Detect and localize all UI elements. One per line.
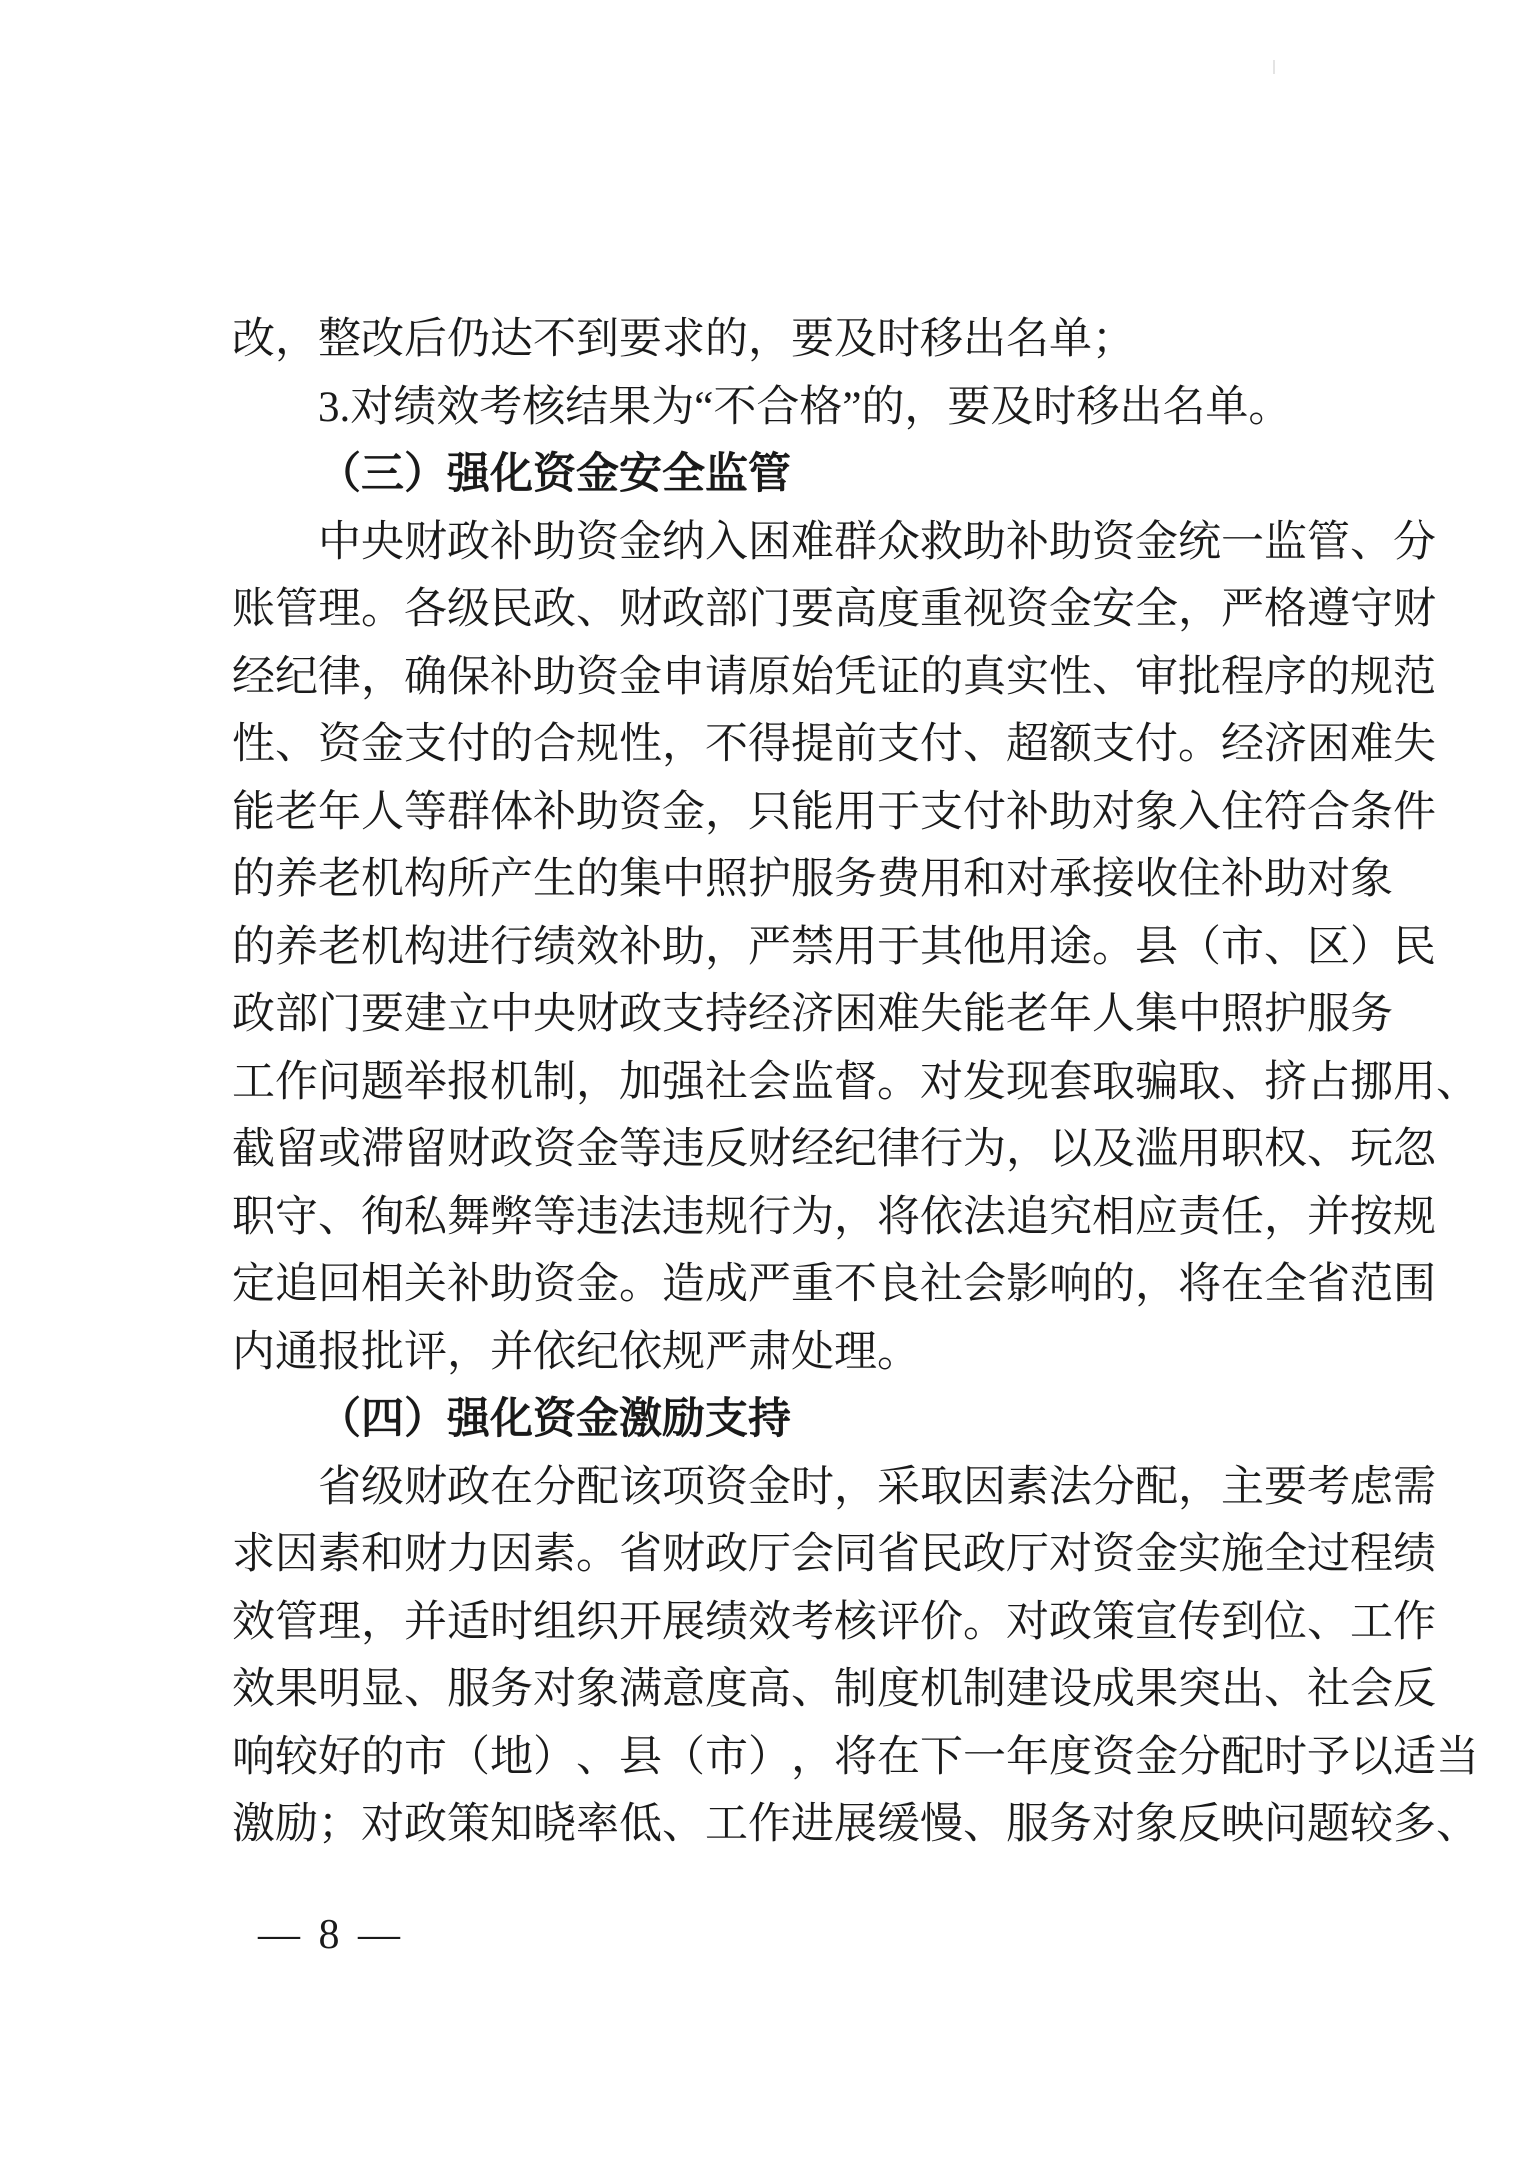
section-heading: （三）强化资金安全监管 bbox=[318, 451, 791, 498]
text-line: 效 管 理 ， 并 适 时 组 织 开 展 绩 效 考 核 评 价 。 对 政 策 宣 传 到 位 、 工 作 bbox=[232, 1598, 1436, 1646]
text-line: 定 追 回 相 关 补 助 资 金 。 造 成 严 重 不 良 社 会 影 响 的 ， 将 在 全 省 范 围 bbox=[232, 1261, 1436, 1308]
text-line: 效 果 明 显 、 服 务 对 象 满 意 度 高 、 制 度 机 制 建 设 成 果 突 出 、 社 会 反 bbox=[232, 1666, 1436, 1713]
text-line: 中 央 财 政 补 助 资 金 纳 入 困 难 群 众 救 助 补 助 资 金 统 一 监 管 、 分 bbox=[318, 518, 1436, 566]
document-body bbox=[232, 306, 1479, 1859]
text-line: 工 作 问 题 举 报 机 制 ， 加 强 社 会 监 督 。 对 发 现 套 取 骗 取 、 挤 占 挪 用 、 bbox=[232, 1058, 1479, 1106]
text-line: 账 管 理 。 各 级 民 政 、 财 政 部 门 要 高 度 重 视 资 金 安 全 ， 严 格 遵 守 财 bbox=[232, 586, 1436, 633]
text-line: 能 老 年 人 等 群 体 补 助 资 金 ， 只 能 用 于 支 付 补 助 对 象 入 住 符 合 条 件 bbox=[232, 788, 1436, 836]
text-line: 响 较 好 的 市 （ 地 ） 、 县 （ 市 ） ， 将 在 下 一 年 度 资 金 分 配 时 予 以 适 当 bbox=[232, 1733, 1479, 1781]
text-line: 政 部 门 要 建 立 中 央 财 政 支 持 经 济 困 难 失 能 老 年 人 集 中 照 护 服 务 bbox=[232, 991, 1393, 1038]
text-line: 的 养 老 机 构 进 行 绩 效 补 助 ， 严 禁 用 于 其 他 用 途 。 县 （ 市 、 区 ） 民 bbox=[232, 923, 1436, 971]
text-line: 截 留 或 滞 留 财 政 资 金 等 违 反 财 经 纪 律 行 为 ， 以 及 滥 用 职 权 、 玩 忽 bbox=[232, 1126, 1436, 1173]
text-line: 3.对绩效考核结果为“不合格”的，要及时移出名单。 bbox=[318, 383, 1292, 431]
text-line: 的 养 老 机 构 所 产 生 的 集 中 照 护 服 务 费 用 和 对 承 接 收 住 补 助 对 象 bbox=[232, 856, 1393, 903]
page-number: — 8 — bbox=[258, 1912, 404, 1958]
text-line: 省 级 财 政 在 分 配 该 项 资 金 时 ， 采 取 因 素 法 分 配 ， 主 要 考 虑 需 bbox=[318, 1463, 1436, 1511]
section-heading: （四）强化资金激励支持 bbox=[318, 1396, 791, 1443]
text-line: 经 纪 律 ， 确 保 补 助 资 金 申 请 原 始 凭 证 的 真 实 性 、 审 批 程 序 的 规 范 bbox=[232, 653, 1436, 701]
scan-artifact bbox=[1273, 60, 1275, 74]
text-line: 改，整改后仍达不到要求的，要及时移出名单； bbox=[232, 316, 1135, 363]
text-line: 求 因 素 和 财 力 因 素 。 省 财 政 厅 会 同 省 民 政 厅 对 资 金 实 施 全 过 程 绩 bbox=[232, 1531, 1436, 1578]
text-line: 内通报批评，并依纪依规严肃处理。 bbox=[232, 1328, 920, 1376]
text-line: 性 、 资 金 支 付 的 合 规 性 ， 不 得 提 前 支 付 、 超 额 支 付 。 经 济 困 难 失 bbox=[232, 721, 1436, 768]
text-line: 职 守 、 徇 私 舞 弊 等 违 法 违 规 行 为 ， 将 依 法 追 究 相 应 责 任 ， 并 按 规 bbox=[232, 1193, 1436, 1241]
text-line: 激 励 ； 对 政 策 知 晓 率 低 、 工 作 进 展 缓 慢 、 服 务 对 象 反 映 问 题 较 多 、 bbox=[232, 1801, 1479, 1848]
